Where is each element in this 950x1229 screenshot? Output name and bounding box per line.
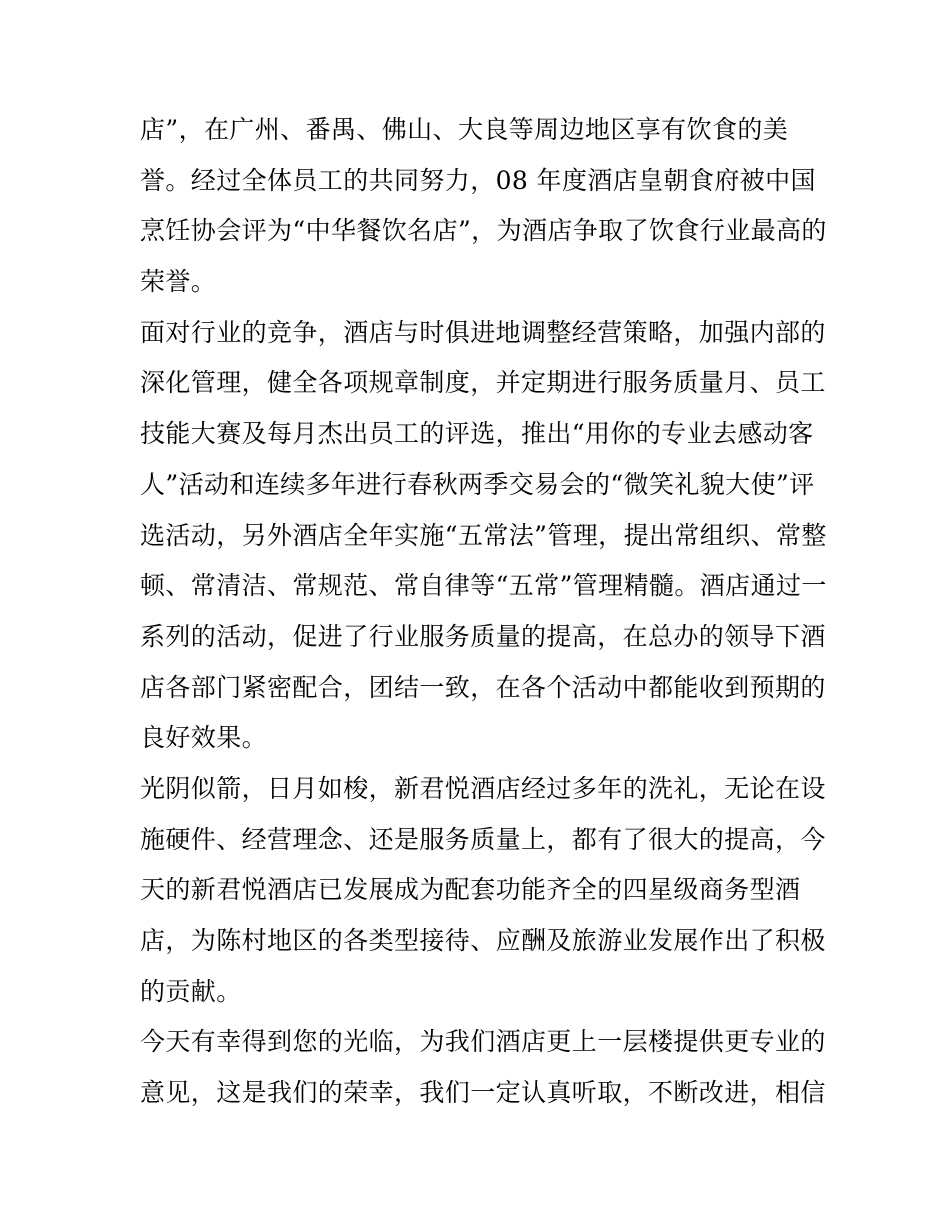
text-line: 人”活动和连续多年进行春秋两季交易会的“微笑礼貌大使”评 [140, 469, 815, 499]
text-line: 深化管理，健全各项规章制度，并定期进行服务质量月、员工 [140, 368, 826, 398]
text-line: 烹饪协会评为“中华餐饮名店”，为酒店争取了饮食行业最高的 [140, 216, 827, 246]
text-line: 良好效果。 [140, 723, 268, 753]
text-line: 天的新君悦酒店已发展成为配套功能齐全的四星级商务型酒 [140, 875, 801, 905]
document-body [140, 105, 827, 1119]
text-line: 誉。经过全体员工的共同努力，08 年度酒店皇朝食府被中国 [140, 165, 816, 195]
paragraph-3 [140, 764, 826, 1017]
paragraph-1 [140, 105, 827, 308]
text-line: 荣誉。 [140, 267, 217, 297]
text-line: 意见，这是我们的荣幸，我们一定认真听取，不断改进，相信 [140, 1078, 826, 1108]
text-line: 的贡献。 [140, 976, 242, 1006]
paragraph-2 [140, 308, 827, 764]
text-line: 选活动，另外酒店全年实施“五常法”管理，提出常组织、常整 [140, 520, 827, 550]
text-line: 今天有幸得到您的光临，为我们酒店更上一层楼提供更专业的 [140, 1027, 826, 1057]
text-line: 技能大赛及每月杰出员工的评选，推出“用你的专业去感动客 [140, 419, 814, 449]
text-line: 顿、常清洁、常规范、常自律等“五常”管理精髓。酒店通过一 [140, 571, 827, 601]
text-line: 施硬件、经营理念、还是服务质量上，都有了很大的提高，今 [140, 824, 826, 854]
paragraph-4 [140, 1017, 826, 1118]
text-line: 店，为陈村地区的各类型接待、应酬及旅游业发展作出了积极 [140, 926, 826, 955]
text-line: 面对行业的竞争，酒店与时俱进地调整经营策略，加强内部的 [140, 317, 826, 347]
text-line: 系列的活动，促进了行业服务质量的提高，在总办的领导下酒 [140, 621, 826, 651]
text-line: 光阴似箭，日月如梭，新君悦酒店经过多年的洗礼，无论在设 [140, 773, 826, 803]
text-line: 店”，在广州、番禺、佛山、大良等周边地区享有饮食的美 [140, 115, 789, 144]
text-line: 店各部门紧密配合，团结一致，在各个活动中都能收到预期的 [140, 672, 826, 702]
